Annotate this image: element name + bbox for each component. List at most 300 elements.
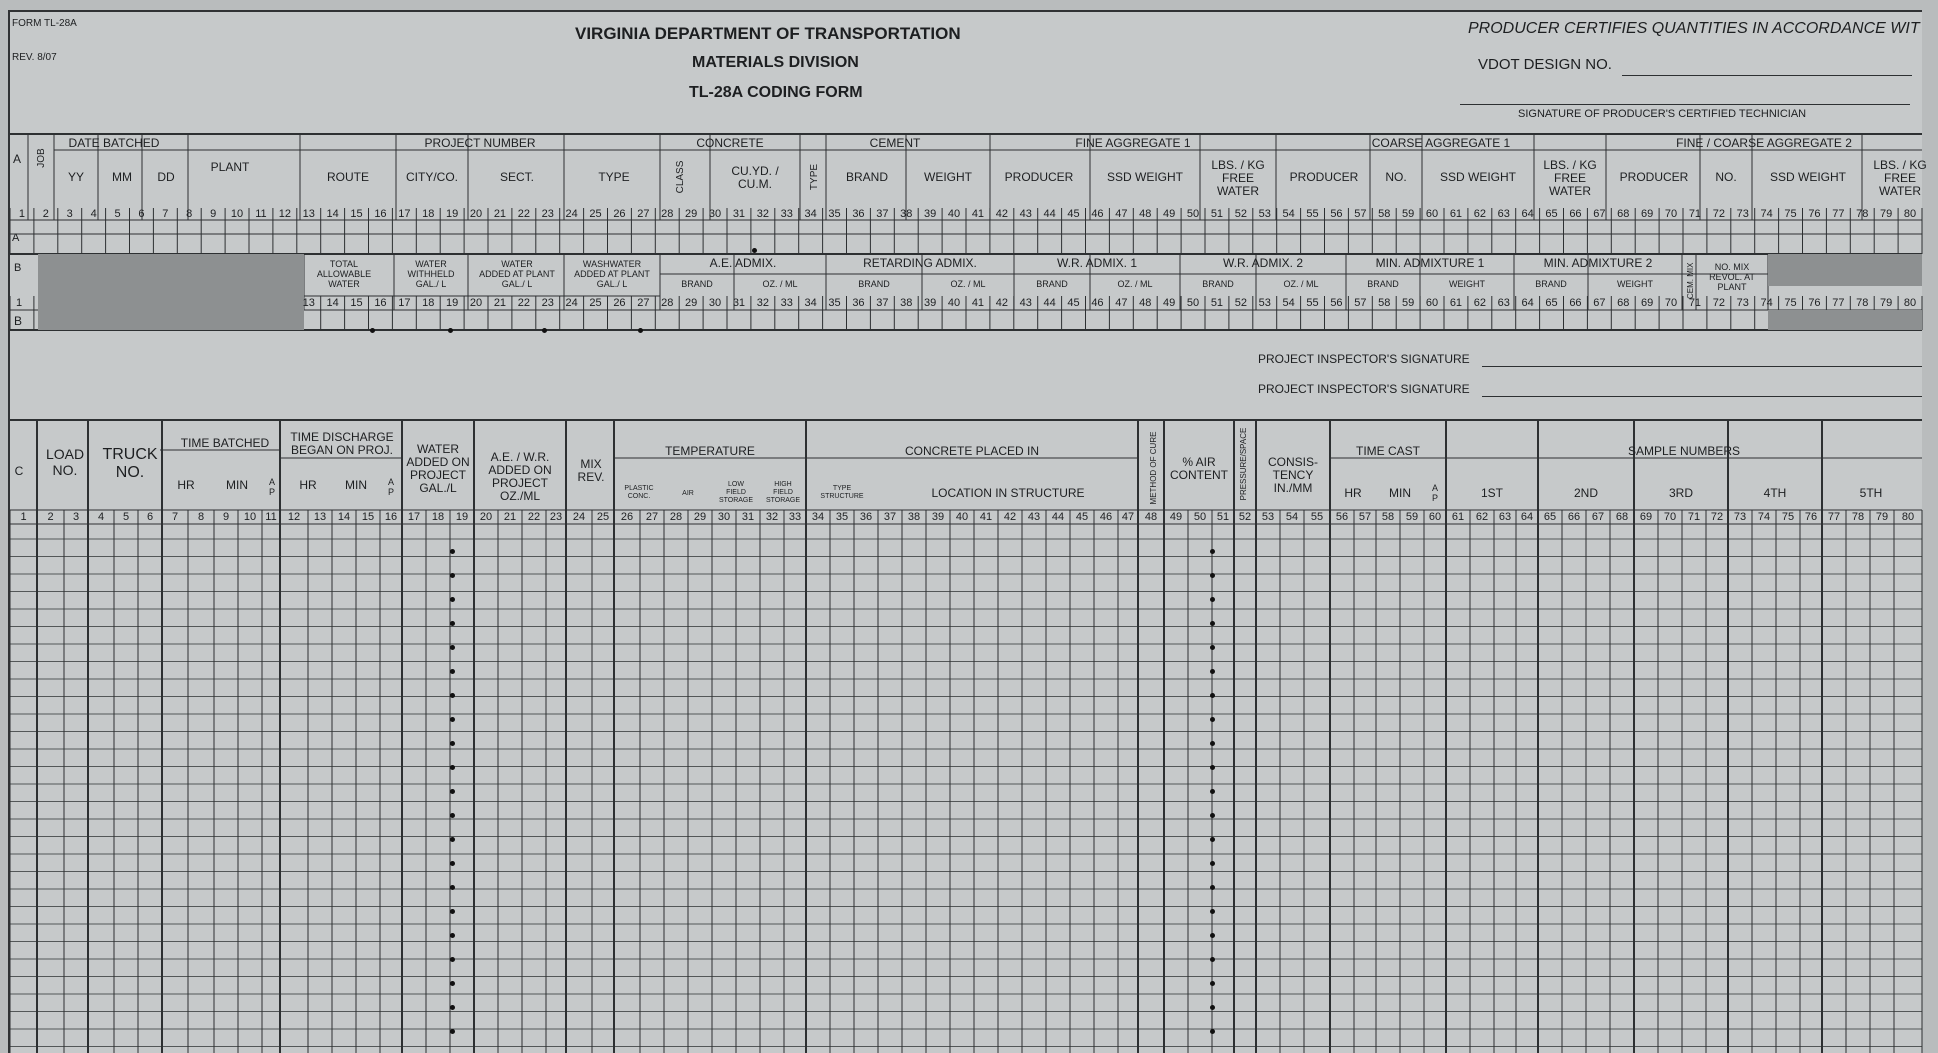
- col-number-c: 17: [407, 511, 421, 523]
- sample-4th-header: 4TH: [1763, 485, 1787, 500]
- retarding-oz-header: OZ. / ML: [950, 279, 986, 289]
- col-number-a: 11: [255, 208, 267, 220]
- coarse-aggregate-1-header: COARSE AGGREGATE 1: [1371, 135, 1511, 150]
- class-header: CLASS: [675, 160, 686, 194]
- time-cast-header: TIME CAST: [1355, 443, 1420, 458]
- col-number-b: 80: [1903, 297, 1917, 309]
- ae-wr-added-header: A.E. / W.R. ADDED ON PROJECT OZ./ML: [488, 450, 552, 503]
- col-number-b: 66: [1569, 297, 1582, 309]
- col-number-b: 71: [1688, 297, 1702, 309]
- form-number: FORM TL-28A: [12, 18, 77, 29]
- col-number-c: 64: [1520, 511, 1534, 523]
- col-number-a: 77: [1832, 208, 1845, 220]
- col-number-b: 15: [350, 297, 363, 309]
- col-number-b: 73: [1736, 297, 1749, 309]
- washwater-added-header: WASHWATER ADDED AT PLANT GAL./ L: [574, 259, 650, 289]
- retarding-brand-header: BRAND: [858, 279, 890, 289]
- col-number-c: 6: [146, 511, 154, 523]
- col-number-a: 12: [278, 208, 291, 220]
- col-number-c: 63: [1498, 511, 1512, 523]
- decimal-point-dot: [450, 933, 455, 938]
- col-number-c: 23: [549, 511, 563, 523]
- ca1-ssd-weight-header: SSD WEIGHT: [1439, 169, 1516, 184]
- form-title-coding: TL-28A CODING FORM: [689, 84, 863, 101]
- col-number-c: 13: [313, 511, 327, 523]
- tc-min-header: MIN: [1389, 485, 1411, 500]
- section-a-label: A: [12, 151, 21, 166]
- tc-hr-header: HR: [1344, 485, 1362, 500]
- col-number-c: 4: [97, 511, 105, 523]
- col-number-a: 68: [1617, 208, 1630, 220]
- project-number-header: PROJECT NUMBER: [424, 135, 536, 150]
- decimal-point-dot: [450, 693, 455, 698]
- col-number-b: 36: [852, 297, 865, 309]
- col-number-b: 30: [708, 297, 722, 309]
- decimal-point-dot: [1210, 957, 1215, 962]
- col-number-b: 22: [517, 297, 530, 309]
- col-number-a: 56: [1330, 208, 1343, 220]
- sample-3rd-header: 3RD: [1668, 485, 1693, 500]
- col-number-a: 63: [1497, 208, 1510, 220]
- total-allowable-water-header: TOTAL ALLOWABLE WATER: [316, 259, 372, 289]
- col-number-c: 79: [1875, 511, 1889, 523]
- col-number-a: 39: [924, 208, 937, 220]
- ca1-no-header: NO.: [1385, 169, 1407, 184]
- col-number-a: 42: [995, 208, 1008, 220]
- time-discharge-header: TIME DISCHARGE BEGAN ON PROJ.: [290, 430, 394, 457]
- temperature-header: TEMPERATURE: [665, 443, 755, 458]
- col-number-b: 37: [876, 297, 889, 309]
- col-number-b: 41: [971, 297, 985, 309]
- fine-aggregate-1-header: FINE AGGREGATE 1: [1075, 135, 1191, 150]
- col-number-b: 42: [995, 297, 1008, 309]
- col-number-c: 14: [337, 511, 351, 523]
- decimal-point-dot: [450, 861, 455, 866]
- decimal-point-dot: [450, 645, 455, 650]
- row-b-entry-label: B: [14, 314, 23, 328]
- col-number-c: 5: [122, 511, 130, 523]
- col-number-b: 21: [493, 297, 507, 309]
- col-number-c: 29: [693, 511, 707, 523]
- col-number-c: 73: [1733, 511, 1747, 523]
- col-number-b: 72: [1712, 297, 1725, 309]
- col-number-c: 43: [1027, 511, 1041, 523]
- fine-coarse-aggregate-2-header: FINE / COARSE AGGREGATE 2: [1676, 135, 1852, 150]
- col-number-c: 54: [1285, 511, 1299, 523]
- dd-header: DD: [157, 169, 175, 184]
- col-number-a: 61: [1449, 208, 1463, 220]
- col-number-c: 49: [1169, 511, 1183, 523]
- col-number-c: 62: [1475, 511, 1489, 523]
- col-number-c: 51: [1216, 511, 1230, 523]
- col-number-c: 48: [1144, 511, 1158, 523]
- plant-header: PLANT: [210, 159, 250, 174]
- time-batched-header: TIME BATCHED: [180, 435, 270, 450]
- design-number-field[interactable]: [1622, 75, 1912, 76]
- col-number-a: 76: [1808, 208, 1821, 220]
- technician-signature-field[interactable]: [1460, 104, 1910, 105]
- col-number-a: 69: [1641, 208, 1654, 220]
- sect-header: SECT.: [499, 169, 534, 184]
- decimal-point-dot: [450, 981, 455, 986]
- col-number-c: 61: [1451, 511, 1465, 523]
- col-number-c: 78: [1851, 511, 1865, 523]
- col-number-a: 66: [1569, 208, 1582, 220]
- col-number-a: 67: [1593, 208, 1606, 220]
- col-number-b: 60: [1425, 297, 1439, 309]
- wr2-brand-header: BRAND: [1202, 279, 1234, 289]
- col-number-c: 7: [171, 511, 179, 523]
- decimal-point-dot: [450, 957, 455, 962]
- col-number-b: 48: [1139, 297, 1152, 309]
- col-number-c: 35: [835, 511, 849, 523]
- producer-certification: PRODUCER CERTIFIES QUANTITIES IN ACCORDANCE WIT: [1468, 20, 1920, 37]
- col-number-a: 78: [1856, 208, 1869, 220]
- col-number-a: 49: [1163, 208, 1176, 220]
- col-number-c: 12: [287, 511, 301, 523]
- col-number-b: 58: [1378, 297, 1391, 309]
- water-withheld-header: WATER WITHHELD GAL./ L: [407, 259, 455, 289]
- col-number-b: 28: [661, 297, 674, 309]
- col-number-a: 5: [114, 208, 121, 220]
- col-number-a: 52: [1234, 208, 1247, 220]
- col-number-c: 66: [1567, 511, 1581, 523]
- col-number-a: 29: [685, 208, 698, 220]
- col-number-c: 67: [1591, 511, 1605, 523]
- cement-header: CEMENT: [869, 135, 921, 150]
- col-number-c: 76: [1804, 511, 1818, 523]
- retarding-admix-header: RETARDING ADMIX.: [863, 255, 977, 270]
- low-field-storage-header: LOW FIELD STORAGE: [718, 481, 754, 504]
- ca1-producer-header: PRODUCER: [1289, 169, 1359, 184]
- col-number-c: 28: [669, 511, 683, 523]
- col-number-a: 6: [138, 208, 145, 220]
- decimal-point-dot: [1210, 549, 1215, 554]
- decimal-point-dot: [450, 1029, 455, 1034]
- col-number-b: 25: [589, 297, 602, 309]
- decimal-point-dot: [1210, 573, 1215, 578]
- col-number-c: 77: [1827, 511, 1841, 523]
- col-number-a: 45: [1067, 208, 1080, 220]
- fa1-free-water-header: LBS. / KG FREE WATER: [1211, 157, 1265, 198]
- col-number-c: 59: [1405, 511, 1419, 523]
- sample-1st-header: 1ST: [1480, 485, 1503, 500]
- col-number-c: 20: [479, 511, 493, 523]
- col-number-c: 19: [455, 511, 469, 523]
- col-number-a: 51: [1210, 208, 1224, 220]
- plastic-conc-header: PLASTIC CONC.: [624, 485, 654, 500]
- col-number-b: 35: [828, 297, 841, 309]
- col-number-a: 58: [1378, 208, 1391, 220]
- col-number-b: 64: [1521, 297, 1534, 309]
- decimal-point-dot: [1210, 885, 1215, 890]
- form-grid-lines: [10, 12, 1922, 1053]
- col-number-b: 62: [1473, 297, 1486, 309]
- inspector-signature-label-1: PROJECT INSPECTOR'S SIGNATURE: [1258, 352, 1470, 366]
- consistency-header: CONSIS- TENCY IN./MM: [1267, 454, 1318, 495]
- col-number-b: 1: [15, 297, 23, 309]
- sample-5th-header: 5TH: [1859, 485, 1883, 500]
- decimal-point-dot: [1210, 789, 1215, 794]
- min1-brand-header: BRAND: [1367, 279, 1399, 289]
- col-number-a: 74: [1760, 208, 1773, 220]
- tb-min-header: MIN: [226, 477, 248, 492]
- col-number-c: 37: [883, 511, 897, 523]
- col-number-c: 80: [1901, 511, 1915, 523]
- col-number-a: 73: [1736, 208, 1749, 220]
- col-number-a: 44: [1043, 208, 1056, 220]
- col-number-b: 70: [1664, 297, 1678, 309]
- fca2-ssd-weight-header: SSD WEIGHT: [1769, 169, 1846, 184]
- decimal-point-dot: [450, 837, 455, 842]
- cement-brand-header: BRAND: [845, 169, 888, 184]
- col-number-c: 71: [1687, 511, 1701, 523]
- col-number-a: 17: [398, 208, 411, 220]
- col-number-c: 72: [1710, 511, 1724, 523]
- col-number-b: 39: [924, 297, 937, 309]
- col-number-a: 32: [756, 208, 769, 220]
- decimal-point-dot: [450, 573, 455, 578]
- concrete-placed-header: CONCRETE PLACED IN: [904, 443, 1040, 458]
- ae-brand-header: BRAND: [681, 279, 713, 289]
- decimal-point-dot: [370, 328, 375, 333]
- decimal-point-dot: [1210, 669, 1215, 674]
- col-number-a: 41: [971, 208, 985, 220]
- fca2-free-water-header: LBS. / KG FREE WATER: [1873, 157, 1927, 198]
- col-number-a: 70: [1664, 208, 1678, 220]
- wr1-brand-header: BRAND: [1036, 279, 1068, 289]
- col-number-c: 55: [1310, 511, 1324, 523]
- col-number-c: 21: [503, 511, 517, 523]
- col-number-a: 18: [422, 208, 435, 220]
- col-number-b: 52: [1234, 297, 1247, 309]
- inspector-signature-field-2[interactable]: [1482, 396, 1922, 397]
- decimal-point-dot: [1210, 981, 1215, 986]
- col-number-b: 29: [685, 297, 698, 309]
- decimal-point-dot: [450, 741, 455, 746]
- col-number-c: 15: [361, 511, 375, 523]
- col-number-b: 32: [756, 297, 769, 309]
- col-number-b: 38: [900, 297, 913, 309]
- ae-oz-header: OZ. / ML: [762, 279, 798, 289]
- col-number-c: 50: [1193, 511, 1207, 523]
- col-number-a: 14: [326, 208, 339, 220]
- type-structure-header: TYPE STRUCTURE: [820, 485, 864, 500]
- col-number-c: 32: [765, 511, 779, 523]
- col-number-c: 39: [931, 511, 945, 523]
- col-number-a: 1: [18, 208, 25, 220]
- mix-rev-header: MIX REV.: [577, 457, 605, 484]
- air-content-header: % AIR CONTENT: [1170, 455, 1228, 482]
- col-number-c: 25: [596, 511, 610, 523]
- wr-admix-1-header: W.R. ADMIX. 1: [1056, 255, 1137, 270]
- sample-numbers-header: SAMPLE NUMBERS: [1627, 443, 1741, 458]
- col-number-b: 43: [1019, 297, 1032, 309]
- inspector-signature-field-1[interactable]: [1482, 366, 1922, 367]
- col-number-a: 62: [1473, 208, 1486, 220]
- col-number-b: 59: [1402, 297, 1415, 309]
- decimal-point-dot: [1210, 837, 1215, 842]
- col-number-c: 8: [197, 511, 205, 523]
- decimal-point-dot: [450, 909, 455, 914]
- col-number-a: 8: [186, 208, 193, 220]
- col-number-a: 60: [1425, 208, 1439, 220]
- col-number-b: 44: [1043, 297, 1056, 309]
- col-number-a: 48: [1139, 208, 1152, 220]
- mm-header: MM: [112, 169, 132, 184]
- col-number-a: 50: [1186, 208, 1200, 220]
- col-number-b: 76: [1808, 297, 1821, 309]
- col-number-b: 68: [1617, 297, 1630, 309]
- col-number-b: 75: [1784, 297, 1797, 309]
- col-number-c: 9: [222, 511, 230, 523]
- no-mix-revol-header: NO. MIX REVOL. AT PLANT: [1709, 262, 1755, 292]
- col-number-a: 47: [1115, 208, 1128, 220]
- col-number-a: 54: [1282, 208, 1295, 220]
- col-number-a: 46: [1091, 208, 1104, 220]
- wr1-oz-header: OZ. / ML: [1117, 279, 1153, 289]
- water-added-plant-header: WATER ADDED AT PLANT GAL./ L: [479, 259, 555, 289]
- col-number-a: 33: [780, 208, 793, 220]
- col-number-a: 55: [1306, 208, 1319, 220]
- cement-weight-header: WEIGHT: [924, 169, 972, 184]
- water-added-project-header: WATER ADDED ON PROJECT GAL./L: [406, 442, 470, 495]
- cem-mix-header: CEM. MIX: [1686, 262, 1695, 299]
- col-number-b: 26: [613, 297, 626, 309]
- col-number-a: 28: [661, 208, 674, 220]
- col-number-c: 16: [384, 511, 398, 523]
- col-number-a: 38: [900, 208, 913, 220]
- type-header: TYPE: [598, 169, 630, 184]
- col-number-b: 49: [1163, 297, 1176, 309]
- col-number-b: 20: [469, 297, 483, 309]
- col-number-c: 22: [527, 511, 541, 523]
- col-number-c: 45: [1075, 511, 1089, 523]
- col-number-a: 43: [1019, 208, 1032, 220]
- inspector-signature-label-2: PROJECT INSPECTOR'S SIGNATURE: [1258, 382, 1470, 396]
- pressure-space-header: PRESSURE/SPACE: [1239, 427, 1248, 501]
- col-number-b: 40: [947, 297, 961, 309]
- wr-admix-2-header: W.R. ADMIX. 2: [1222, 255, 1303, 270]
- form-title-division: MATERIALS DIVISION: [692, 54, 859, 71]
- col-number-c: 26: [620, 511, 634, 523]
- col-number-a: 25: [589, 208, 602, 220]
- col-number-c: 11: [265, 511, 277, 523]
- col-number-b: 27: [637, 297, 650, 309]
- ae-admix-header: A.E. ADMIX.: [709, 255, 777, 270]
- col-number-c: 30: [717, 511, 731, 523]
- concrete-header: CONCRETE: [696, 135, 764, 150]
- section-b-shaded-right-top: [1768, 254, 1922, 286]
- cement-type-header: TYPE: [809, 163, 820, 191]
- col-number-b: 61: [1449, 297, 1463, 309]
- col-number-c: 75: [1781, 511, 1795, 523]
- col-number-a: 19: [446, 208, 459, 220]
- job-header: JOB: [36, 148, 47, 168]
- col-number-a: 16: [374, 208, 387, 220]
- col-number-b: 51: [1210, 297, 1224, 309]
- decimal-point-dot: [1210, 909, 1215, 914]
- col-number-a: 64: [1521, 208, 1534, 220]
- cuyd-header: CU.YD. / CU.M.: [731, 164, 779, 191]
- tb-hr-header: HR: [177, 477, 195, 492]
- section-b-shaded-right-bottom: [1768, 310, 1922, 330]
- col-number-c: 41: [979, 511, 993, 523]
- col-number-a: 22: [517, 208, 530, 220]
- section-b-shaded-area: [38, 254, 304, 330]
- col-number-a: 65: [1545, 208, 1558, 220]
- col-number-b: 46: [1091, 297, 1104, 309]
- tl28a-coding-form: [8, 10, 1927, 1053]
- col-number-a: 13: [302, 208, 315, 220]
- wr2-oz-header: OZ. / ML: [1283, 279, 1319, 289]
- col-number-a: 30: [708, 208, 722, 220]
- col-number-b: 78: [1856, 297, 1869, 309]
- col-number-c: 47: [1121, 511, 1135, 523]
- decimal-point-dot: [1210, 597, 1215, 602]
- city-co-header: CITY/CO.: [405, 169, 458, 184]
- decimal-point-dot: [1210, 621, 1215, 626]
- decimal-point-dot: [450, 549, 455, 554]
- col-number-b: 31: [732, 297, 746, 309]
- col-number-a: 15: [350, 208, 363, 220]
- fca2-no-header: NO.: [1715, 169, 1737, 184]
- decimal-point-dot: [1210, 741, 1215, 746]
- col-number-a: 59: [1402, 208, 1415, 220]
- col-number-a: 34: [804, 208, 817, 220]
- col-number-a: 79: [1880, 208, 1893, 220]
- col-number-c: 74: [1757, 511, 1771, 523]
- col-number-b: 54: [1282, 297, 1295, 309]
- col-number-c: 36: [859, 511, 873, 523]
- sample-2nd-header: 2ND: [1573, 485, 1598, 500]
- col-number-b: 53: [1258, 297, 1271, 309]
- min2-brand-header: BRAND: [1535, 279, 1567, 289]
- decimal-point-dot: [1210, 933, 1215, 938]
- vdot-design-label: VDOT DESIGN NO.: [1478, 56, 1612, 73]
- col-number-b: 24: [565, 297, 578, 309]
- col-number-b: 47: [1115, 297, 1128, 309]
- col-number-c: 65: [1543, 511, 1557, 523]
- min2-weight-header: WEIGHT: [1617, 279, 1653, 289]
- decimal-point-dot: [1210, 765, 1215, 770]
- decimal-point-dot: [542, 328, 547, 333]
- col-number-a: 72: [1712, 208, 1725, 220]
- col-number-c: 46: [1099, 511, 1113, 523]
- td-hr-header: HR: [299, 477, 317, 492]
- td-ap-header: A P: [387, 477, 394, 497]
- col-number-b: 33: [780, 297, 793, 309]
- decimal-point-dot: [1210, 693, 1215, 698]
- decimal-point-dot: [1210, 861, 1215, 866]
- high-field-storage-header: HIGH FIELD STORAGE: [765, 481, 801, 504]
- col-number-c: 57: [1358, 511, 1372, 523]
- decimal-point-dot: [1210, 717, 1215, 722]
- col-number-a: 20: [469, 208, 483, 220]
- decimal-point-dot: [448, 328, 453, 333]
- col-number-a: 36: [852, 208, 865, 220]
- load-no-header: LOAD NO.: [45, 446, 85, 478]
- tb-ap-header: A P: [268, 477, 275, 497]
- col-number-c: 3: [72, 511, 80, 523]
- col-number-c: 69: [1639, 511, 1653, 523]
- truck-no-header: TRUCK NO.: [102, 446, 158, 481]
- col-number-c: 44: [1051, 511, 1065, 523]
- col-number-a: 35: [828, 208, 841, 220]
- col-number-b: 55: [1306, 297, 1319, 309]
- min-admixture-2-header: MIN. ADMIXTURE 2: [1543, 255, 1653, 270]
- col-number-b: 18: [422, 297, 435, 309]
